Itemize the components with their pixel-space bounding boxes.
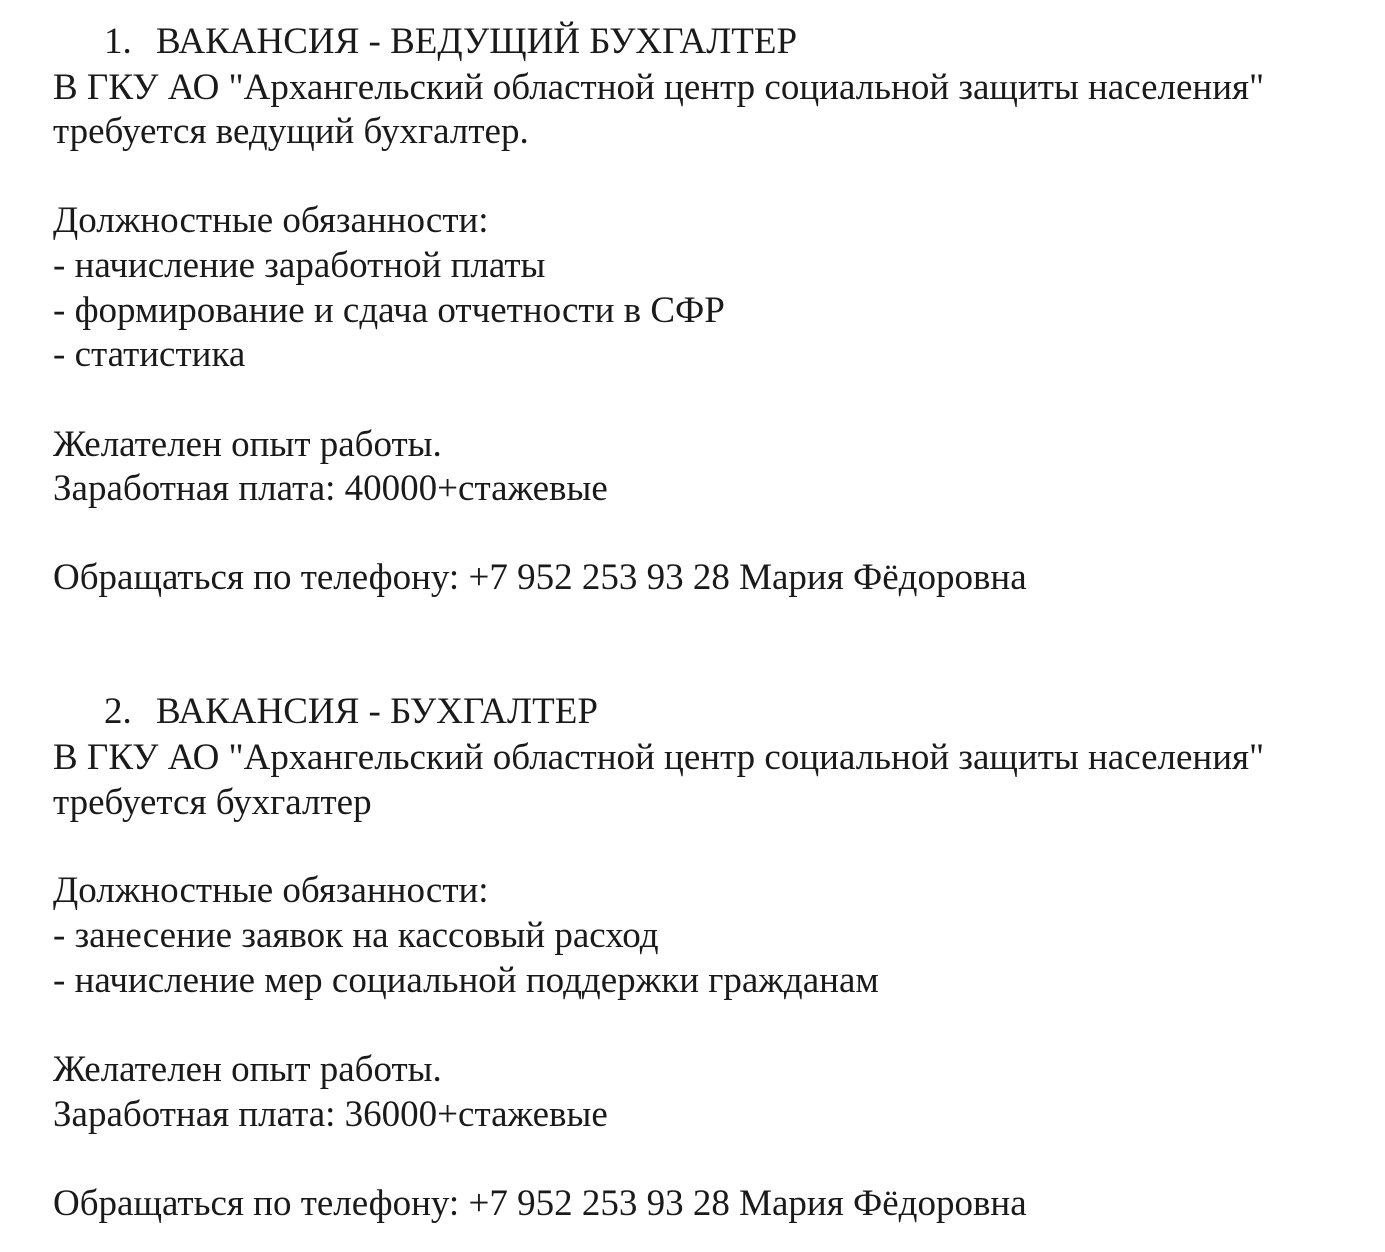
vacancy-1-heading (104, 20, 797, 64)
vacancy-2-duties-heading: Должностные обязанности: (53, 870, 489, 911)
vacancy-1-experience: Желателен опыт работы. (53, 424, 442, 465)
vacancy-2-salary: Заработная плата: 36000+стажевые (53, 1094, 608, 1135)
vacancy-2-intro-line1: В ГКУ АО "Архангельский областной центр социальной защиты населения" (53, 737, 1265, 778)
vacancy-1-duty-2: - формирование и сдача отчетности в СФР (53, 290, 725, 331)
vacancy-2-experience: Желателен опыт работы. (53, 1049, 442, 1090)
vacancy-2-intro-line2: требуется бухгалтер (53, 782, 372, 823)
vacancy-2-duty-1: - занесение заявок на кассовый расход (53, 915, 659, 956)
vacancy-1-duty-3: - статистика (53, 334, 246, 375)
vacancy-2-duty-2: - начисление мер социальной поддержки гражданам (53, 960, 879, 1001)
vacancy-1-title: ВАКАНСИЯ - ВЕДУЩИЙ БУХГАЛТЕР (156, 21, 798, 62)
vacancy-1-duties-heading: Должностные обязанности: (53, 200, 489, 241)
vacancy-2-heading (104, 690, 598, 734)
vacancy-1-intro-line2: требуется ведущий бухгалтер. (53, 111, 529, 152)
vacancy-1-contact: Обращаться по телефону: +7 952 253 93 28 Мария Фёдоровна (53, 557, 1027, 598)
vacancy-2-title: ВАКАНСИЯ - БУХГАЛТЕР (156, 691, 598, 732)
vacancy-1-duty-1: - начисление заработной платы (53, 245, 546, 286)
vacancy-1-number: 1. (104, 21, 132, 62)
vacancy-1-intro-line1: В ГКУ АО "Архангельский областной центр социальной защиты населения" (53, 67, 1265, 108)
vacancy-2-number: 2. (104, 691, 132, 732)
vacancy-2-contact: Обращаться по телефону: +7 952 253 93 28 Мария Фёдоровна (53, 1183, 1027, 1224)
vacancy-1-salary: Заработная плата: 40000+стажевые (53, 468, 608, 509)
